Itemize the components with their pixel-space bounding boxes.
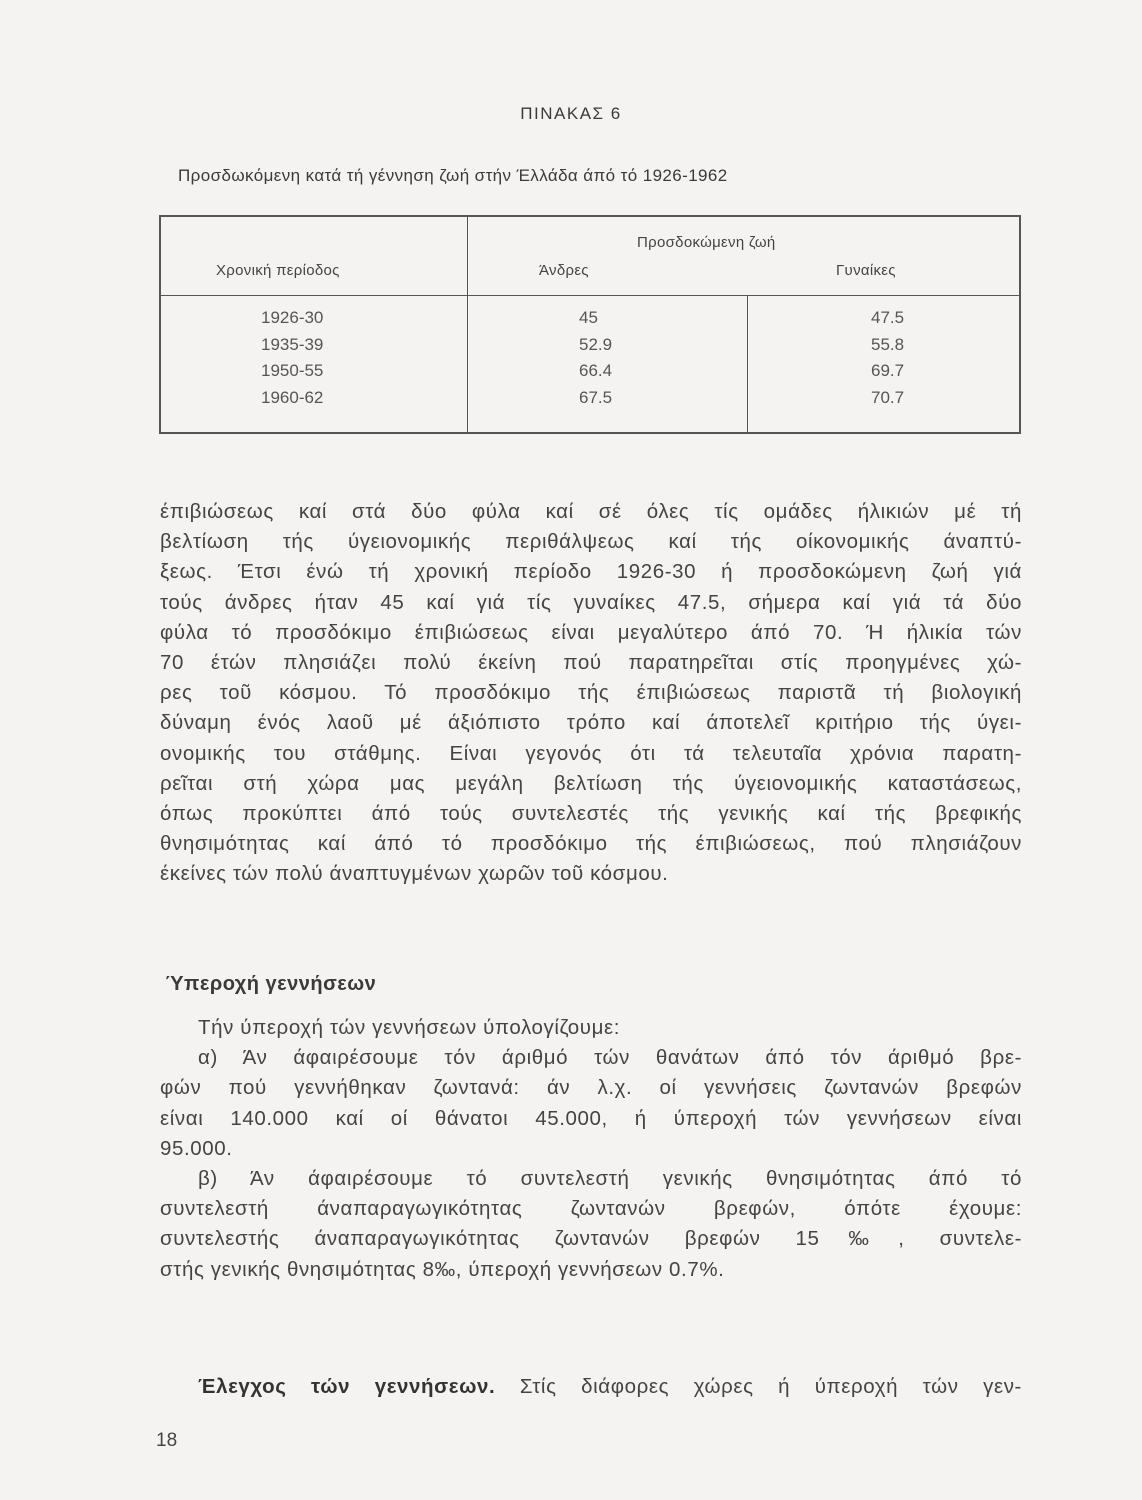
text-line: ρες τοῦ κόσμου. Τό προσδόκιμο τής έπιβιώσεως παριστᾶ τή βιολογική	[160, 681, 1022, 705]
table-cell: 1935-39	[261, 334, 324, 354]
body-paragraph	[160, 497, 1022, 890]
page-number: 18	[156, 1430, 178, 1451]
text-line: βελτίωση τής ύγειονομικής περιθάλψεως καί τής οίκονομικής άναπτύ-	[160, 530, 1022, 554]
table-label: ΠΙΝΑΚΑΣ 6	[520, 104, 622, 123]
table-cell: 70.7	[871, 387, 905, 407]
column-divider	[467, 217, 468, 432]
header-men: Άνδρες	[539, 262, 589, 279]
text-line: ονομικής του στάθμης. Είναι γεγονός ότι τά τελευταῖα χρόνια παρατη-	[160, 741, 1022, 765]
text-line: συντελεστής άναπαραγωγικότητας ζωντανών βρεφών 15‰, συντελε-	[160, 1227, 1022, 1251]
table-cell: 1960-62	[261, 387, 324, 407]
table-caption: Προσδωκόμενη κατά τή γέννηση ζωή στήν Έλλάδα άπό τό 1926-1962	[178, 166, 728, 185]
table-cell: 1950-55	[261, 361, 324, 380]
text-line: ρεῖται στή χώρα μας μεγάλη βελτίωση τής ύγειονομικής καταστάσεως,	[160, 771, 1022, 795]
table-cell: 66.4	[579, 361, 613, 380]
table-cell: 47.5	[871, 308, 905, 327]
header-separator	[161, 295, 1019, 296]
births-surplus-paragraph	[160, 1013, 1022, 1285]
text-line: συντελεστή άναπαραγωγικότητας ζωντανών βρεφών, όπότε έχουμε:	[160, 1197, 1022, 1221]
header-life-expectancy: Προσδοκώμενη ζωή	[637, 234, 776, 251]
column-divider	[747, 295, 748, 432]
text-line: φύλα τό προσδόκιμο έπιβιώσεως είναι μεγαλύτερο άπό 70. Ή ήλικία τών	[160, 620, 1022, 644]
section-heading: Ύπεροχή γεννήσεων	[165, 973, 377, 995]
text-line: όπως προκύπτει άπό τούς συντελεστές τής γενικής καί τής βρεφικής	[160, 802, 1022, 826]
text-line: θνησιμότητας καί άπό τό προσδόκιμο τής έπιβιώσεως, πού πλησιάζουν	[160, 832, 1022, 856]
text-line: έκείνες τών πολύ άναπτυγμένων χωρῶν τοῦ κόσμου.	[160, 862, 669, 886]
text-line: είναι 140.000 καί οί θάνατοι 45.000, ή ύπεροχή τών γεννήσεων είναι	[160, 1106, 1022, 1130]
text-line: φών πού γεννήθηκαν ζωντανά: άν λ.χ. οί γεννήσεις ζωντανών βρεφών	[160, 1076, 1022, 1100]
table-cell: 69.7	[871, 361, 905, 380]
men-column	[579, 305, 612, 411]
text-line: Τήν ύπεροχή τών γεννήσεων ύπολογίζουμε:	[198, 1016, 621, 1039]
table-cell: 52.9	[579, 334, 613, 354]
text-line: έπιβιώσεως καί στά δύο φύλα καί σέ όλες τίς ομάδες ήλικιών μέ τή	[160, 500, 1022, 523]
birth-control-paragraph	[160, 1372, 1022, 1402]
text-line: τούς άνδρες ήταν 45 καί γιά τίς γυναίκες 47.5, σήμερα καί γιά τά δύο	[160, 590, 1022, 614]
table-cell: 1926-30	[261, 308, 324, 327]
header-period: Χρονική περίοδος	[216, 262, 340, 279]
text-line: δύναμη ένός λαοῦ μέ άξιόπιστο τρόπο καί άποτελεῖ κριτήριο τής ύγει-	[160, 711, 1022, 735]
table-cell: 45	[579, 308, 598, 327]
text-line: 70 έτών πλησιάζει πολύ έκείνη πού παρατηρεῖται στίς προηγμένες χώ-	[160, 651, 1022, 675]
period-column	[261, 305, 323, 411]
birth-control-heading: Έλεγχος τών γεννήσεων.	[198, 1375, 496, 1398]
text-line: α) Άν άφαιρέσουμε τόν άριθμό τών θανάτων άπό τόν άριθμό βρε-	[198, 1046, 1022, 1070]
table-cell: 67.5	[579, 387, 613, 407]
life-expectancy-table	[159, 215, 1021, 434]
text-line: ξεως. Έτσι ένώ τή χρονική περίοδο 1926-30 ή προσδοκώμενη ζωή γιά	[160, 560, 1022, 584]
text-line: Στίς διάφορες χώρες ή ύπεροχή τών γεν-	[495, 1375, 1022, 1398]
women-column	[871, 305, 904, 411]
text-line: 95.000.	[160, 1136, 233, 1160]
header-women: Γυναίκες	[836, 262, 896, 279]
table-cell: 55.8	[871, 334, 905, 354]
text-line: στής γενικής θνησιμότητας 8‰, ύπεροχή γεννήσεων 0.7%.	[160, 1257, 725, 1281]
text-line: β) Άν άφαιρέσουμε τό συντελεστή γενικής θνησιμότητας άπό τό	[198, 1167, 1022, 1191]
